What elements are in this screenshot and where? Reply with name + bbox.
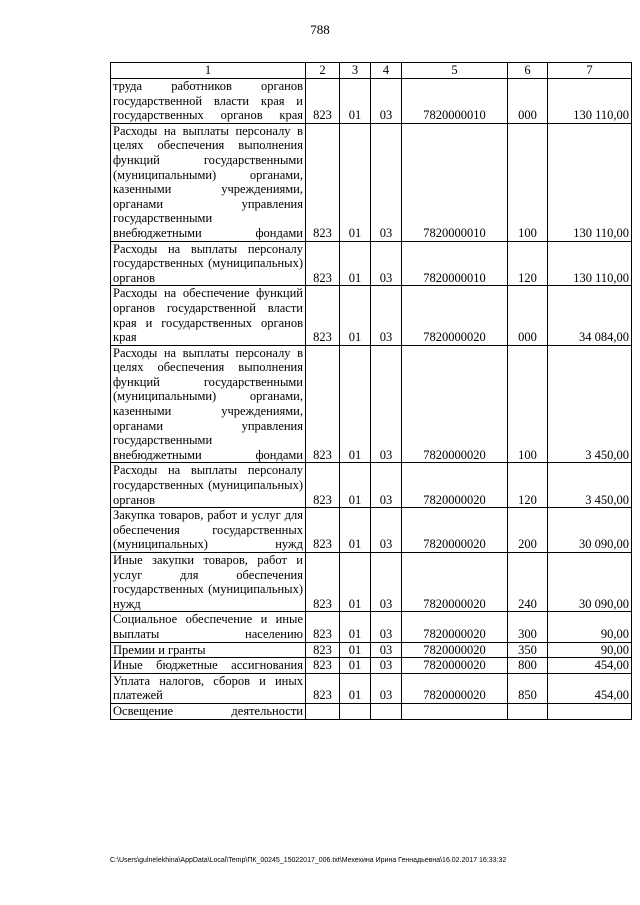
row-col-6: 000 — [508, 286, 548, 345]
header-col-5: 5 — [402, 63, 508, 79]
row-col-4: 03 — [371, 345, 402, 463]
header-col-4: 4 — [371, 63, 402, 79]
row-name: Освещение деятельности — [111, 703, 306, 719]
row-col-5: 7820000020 — [402, 612, 508, 642]
row-col-4: 03 — [371, 553, 402, 612]
row-col-3: 01 — [340, 241, 371, 286]
row-col-5: 7820000020 — [402, 463, 508, 508]
row-col-2: 823 — [306, 612, 340, 642]
row-col-3: 01 — [340, 463, 371, 508]
row-col-4: 03 — [371, 508, 402, 553]
row-col-4: 03 — [371, 286, 402, 345]
row-col-7: 3 450,00 — [548, 345, 632, 463]
row-col-2 — [306, 703, 340, 719]
row-col-2: 823 — [306, 463, 340, 508]
row-name: Социальное обеспечение и иные выплаты населению — [111, 612, 306, 642]
row-col-7: 30 090,00 — [548, 508, 632, 553]
row-col-7: 30 090,00 — [548, 553, 632, 612]
header-col-1: 1 — [111, 63, 306, 79]
row-name: Расходы на выплаты персоналу государственных (муниципальных) органов — [111, 241, 306, 286]
page-number: 788 — [310, 22, 330, 37]
table-row — [111, 642, 632, 658]
row-col-3: 01 — [340, 345, 371, 463]
table-row — [111, 553, 632, 612]
table-row — [111, 612, 632, 642]
row-col-5: 7820000020 — [402, 642, 508, 658]
table-row — [111, 241, 632, 286]
row-col-6: 200 — [508, 508, 548, 553]
row-col-3: 01 — [340, 508, 371, 553]
row-col-5: 7820000020 — [402, 345, 508, 463]
row-col-5: 7820000020 — [402, 286, 508, 345]
row-col-7: 90,00 — [548, 642, 632, 658]
row-col-6: 000 — [508, 79, 548, 124]
row-name: Иные бюджетные ассигнования — [111, 658, 306, 674]
row-col-2: 823 — [306, 642, 340, 658]
row-col-6: 240 — [508, 553, 548, 612]
row-col-5: 7820000010 — [402, 123, 508, 241]
row-col-3: 01 — [340, 553, 371, 612]
row-col-7: 130 110,00 — [548, 79, 632, 124]
row-name: труда работников органов государственной власти края и государственных органов края — [111, 79, 306, 124]
row-col-2: 823 — [306, 345, 340, 463]
row-col-6: 120 — [508, 463, 548, 508]
table-row — [111, 703, 632, 719]
row-col-6: 850 — [508, 673, 548, 703]
row-col-3: 01 — [340, 673, 371, 703]
row-col-5: 7820000010 — [402, 79, 508, 124]
table-row — [111, 508, 632, 553]
row-name: Расходы на обеспечение функций органов государственной власти края и государственных органов края — [111, 286, 306, 345]
table-row — [111, 673, 632, 703]
row-name: Иные закупки товаров, работ и услуг для обеспечения государственных (муниципальных) нужд — [111, 553, 306, 612]
table-header-row — [111, 63, 632, 79]
table-row — [111, 345, 632, 463]
row-col-7: 3 450,00 — [548, 463, 632, 508]
row-col-7: 34 084,00 — [548, 286, 632, 345]
footer-file-path: C:\Users\gulnelekhina\AppData\Local\Temp\ПК_00245_15022017_006.txt\Мехехина Ирина Геннадьевна\16.02.2017 16:33:32 — [110, 857, 507, 864]
row-col-2: 823 — [306, 286, 340, 345]
row-col-4: 03 — [371, 463, 402, 508]
row-name: Расходы на выплаты персоналу в целях обеспечения выполнения функций государственными (муниципальными) органами, казенными учреждениями, органами управления государственными внебюджетными фондами — [111, 123, 306, 241]
row-col-4: 03 — [371, 658, 402, 674]
row-col-5: 7820000020 — [402, 658, 508, 674]
row-col-3: 01 — [340, 286, 371, 345]
row-col-5: 7820000010 — [402, 241, 508, 286]
header-col-2: 2 — [306, 63, 340, 79]
row-col-6: 120 — [508, 241, 548, 286]
row-col-5: 7820000020 — [402, 508, 508, 553]
header-col-3: 3 — [340, 63, 371, 79]
header-col-7: 7 — [548, 63, 632, 79]
row-col-3: 01 — [340, 642, 371, 658]
row-col-4: 03 — [371, 241, 402, 286]
row-name: Расходы на выплаты персоналу государственных (муниципальных) органов — [111, 463, 306, 508]
row-col-2: 823 — [306, 123, 340, 241]
row-col-7: 90,00 — [548, 612, 632, 642]
row-col-2: 823 — [306, 553, 340, 612]
row-col-4: 03 — [371, 673, 402, 703]
table-row — [111, 463, 632, 508]
row-col-3 — [340, 703, 371, 719]
row-col-2: 823 — [306, 79, 340, 124]
row-col-2: 823 — [306, 241, 340, 286]
row-col-6: 100 — [508, 123, 548, 241]
row-col-4: 03 — [371, 79, 402, 124]
table-row — [111, 658, 632, 674]
row-col-6: 800 — [508, 658, 548, 674]
budget-table — [110, 62, 632, 720]
row-col-7: 130 110,00 — [548, 241, 632, 286]
row-col-6: 300 — [508, 612, 548, 642]
row-name: Премии и гранты — [111, 642, 306, 658]
row-col-4: 03 — [371, 642, 402, 658]
row-col-3: 01 — [340, 79, 371, 124]
table-row — [111, 286, 632, 345]
row-col-3: 01 — [340, 658, 371, 674]
row-col-7: 454,00 — [548, 658, 632, 674]
row-col-5: 7820000020 — [402, 673, 508, 703]
header-col-6: 6 — [508, 63, 548, 79]
row-col-2: 823 — [306, 673, 340, 703]
row-col-2: 823 — [306, 658, 340, 674]
row-col-4: 03 — [371, 123, 402, 241]
row-col-4 — [371, 703, 402, 719]
row-col-7 — [548, 703, 632, 719]
row-col-6 — [508, 703, 548, 719]
row-col-5: 7820000020 — [402, 553, 508, 612]
table-row — [111, 123, 632, 241]
row-col-7: 130 110,00 — [548, 123, 632, 241]
row-col-3: 01 — [340, 123, 371, 241]
row-col-3: 01 — [340, 612, 371, 642]
row-col-7: 454,00 — [548, 673, 632, 703]
row-col-4: 03 — [371, 612, 402, 642]
row-col-2: 823 — [306, 508, 340, 553]
row-col-5 — [402, 703, 508, 719]
row-col-6: 350 — [508, 642, 548, 658]
table-row — [111, 79, 632, 124]
row-name: Закупка товаров, работ и услуг для обеспечения государственных (муниципальных) нужд — [111, 508, 306, 553]
row-name: Расходы на выплаты персоналу в целях обеспечения выполнения функций государственными (муниципальными) органами, казенными учреждениями, органами управления государственными внебюджетными фондами — [111, 345, 306, 463]
row-name: Уплата налогов, сборов и иных платежей — [111, 673, 306, 703]
row-col-6: 100 — [508, 345, 548, 463]
